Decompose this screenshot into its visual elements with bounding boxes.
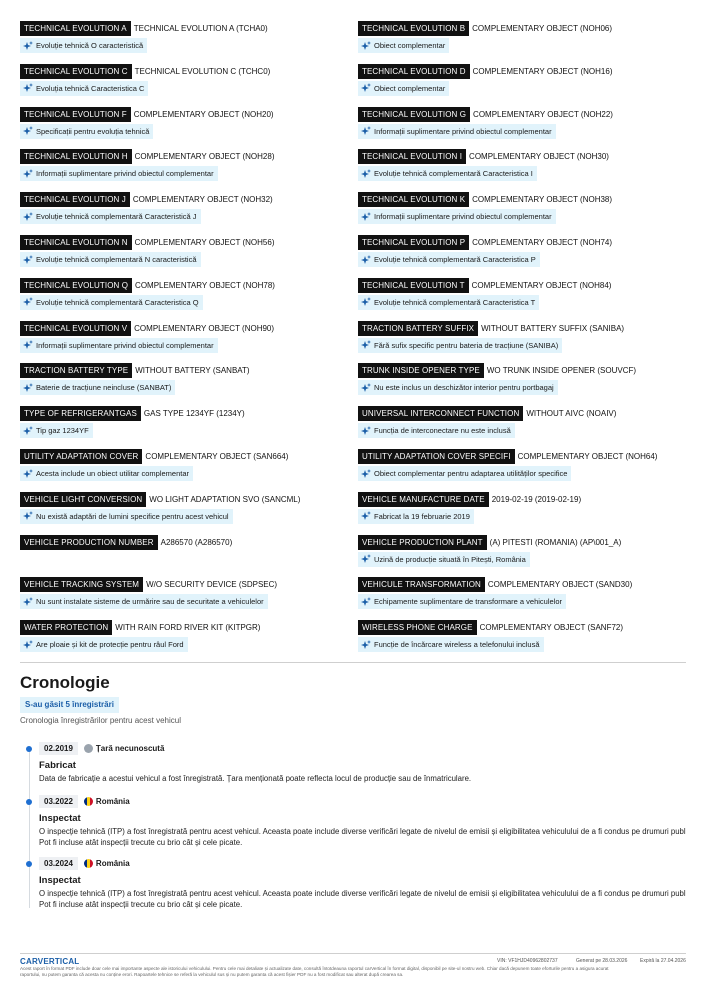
- equipment-value: COMPLEMENTARY OBJECT (NOH74): [472, 238, 613, 247]
- equipment-code-label: VEHICLE PRODUCTION PLANT: [358, 535, 487, 550]
- equipment-code-label: UNIVERSAL INTERCONNECT FUNCTION: [358, 406, 523, 421]
- equipment-description: [20, 380, 175, 395]
- sparkle-icon: [361, 554, 371, 564]
- equipment-code-label: TECHNICAL EVOLUTION G: [358, 107, 470, 122]
- timeline-dot: [26, 799, 32, 805]
- equipment-value: COMPLEMENTARY OBJECT (NOH22): [473, 109, 613, 119]
- event-title: Inspectat: [39, 875, 81, 886]
- equipment-description-text: Informații suplimentare privind obiectul complementar: [36, 340, 214, 350]
- equipment-code-label: VEHICLE MANUFACTURE DATE: [358, 492, 489, 507]
- equipment-code-label: WATER PROTECTION: [20, 620, 112, 635]
- equipment-value: TECHNICAL EVOLUTION A (TCHA0): [133, 24, 268, 33]
- event-country: România: [95, 859, 130, 868]
- equipment-item: [358, 406, 616, 446]
- sparkle-icon: [23, 255, 33, 265]
- equipment-item: [20, 107, 274, 147]
- equipment-description: [358, 509, 474, 524]
- equipment-description: [20, 209, 201, 224]
- equipment-code-label: TECHNICAL EVOLUTION N: [20, 235, 132, 250]
- equipment-value: A286570 (A286570): [160, 537, 233, 547]
- equipment-value: GAS TYPE 1234YF (1234Y): [143, 409, 245, 419]
- equipment-item: [358, 577, 632, 617]
- equipment-description-text: Echipamente suplimentare de transformare a vehiculelor: [374, 597, 563, 607]
- footer-generated: Generat pe 28.03.2026: [576, 958, 628, 964]
- equipment-item: [20, 235, 275, 275]
- equipment-code-label: TECHNICAL EVOLUTION I: [358, 149, 466, 164]
- sparkle-icon: [23, 426, 33, 436]
- equipment-value: WITHOUT BATTERY (SANBAT): [135, 366, 250, 376]
- sparkle-icon: [361, 426, 371, 436]
- equipment-description-text: Evoluție tehnică complementară Caracteristica P: [374, 255, 536, 264]
- event-description: O inspecție tehnică (ITP) a fost înregistrată pentru acest vehicul. Aceasta poate include diverse verificări legate de nivelul de emisii și eligibilitatea vehiculului de a fi condus pe drumuri publ Pot fi incluse atât inspecții trecute cu brio cât și cele picate.: [39, 889, 686, 909]
- equipment-value: COMPLEMENTARY OBJECT (NOH90): [134, 323, 275, 333]
- equipment-value: (A) PITESTI (ROMANIA) (AP\001_A): [489, 537, 622, 547]
- carvertical-logo: CARVERTICAL: [20, 957, 80, 966]
- equipment-value: COMPLEMENTARY OBJECT (NOH56): [134, 238, 275, 247]
- equipment-description: [20, 338, 218, 353]
- sparkle-icon: [361, 297, 371, 307]
- equipment-value: COMPLEMENTARY OBJECT (NOH64): [517, 452, 658, 461]
- equipment-description-text: Informații suplimentare privind obiectul complementar: [36, 169, 214, 179]
- equipment-code-label: WIRELESS PHONE CHARGE: [358, 620, 477, 635]
- equipment-value: WITHOUT BATTERY SUFFIX (SANIBA): [481, 323, 625, 333]
- event-date: 02.2019: [39, 742, 78, 755]
- equipment-code-label: TECHNICAL EVOLUTION C: [20, 64, 132, 79]
- equipment-description: [358, 552, 530, 567]
- equipment-code-label: TECHNICAL EVOLUTION B: [358, 21, 469, 36]
- equipment-code-label: TRACTION BATTERY TYPE: [20, 363, 132, 378]
- equipment-code-label: TECHNICAL EVOLUTION K: [358, 192, 469, 207]
- equipment-description: [358, 295, 539, 310]
- equipment-value: COMPLEMENTARY OBJECT (NOH78): [135, 280, 275, 290]
- equipment-description-text: Baterie de tracțiune neincluse (SANBAT): [36, 383, 172, 393]
- equipment-item: [358, 107, 613, 147]
- sparkle-icon: [23, 469, 33, 479]
- equipment-value: WO LIGHT ADAPTATION SVO (SANCML): [149, 494, 301, 504]
- sparkle-icon: [23, 297, 33, 307]
- equipment-description-text: Obiect complementar pentru adaptarea utilităților specifice: [374, 469, 568, 478]
- equipment-description: [20, 637, 188, 652]
- equipment-code-label: VEHICLE LIGHT CONVERSION: [20, 492, 146, 507]
- sparkle-icon: [23, 340, 33, 350]
- equipment-description-text: Evoluție tehnică complementară Caracteristica Q: [36, 297, 199, 307]
- equipment-value: COMPLEMENTARY OBJECT (SAND30): [487, 580, 633, 590]
- equipment-description-text: Are ploaie și kit de protecție pentru râul Ford: [36, 640, 184, 650]
- equipment-code-label: TECHNICAL EVOLUTION V: [20, 321, 131, 336]
- equipment-value: WITH RAIN FORD RIVER KIT (KITPGR): [115, 623, 261, 633]
- equipment-item: [20, 620, 260, 660]
- equipment-value: COMPLEMENTARY OBJECT (NOH38): [472, 195, 613, 205]
- event-description: O inspecție tehnică (ITP) a fost înregistrată pentru acest vehicul. Aceasta poate include diverse verificări legate de nivelul de emisii și eligibilitatea vehiculului de a fi condus pe drumuri publ Pot fi incluse atât inspecții trecute cu brio cât și cele picate.: [39, 827, 686, 847]
- sparkle-icon: [361, 511, 371, 521]
- equipment-value: COMPLEMENTARY OBJECT (SANF72): [479, 623, 624, 633]
- equipment-item: [358, 149, 609, 189]
- sparkle-icon: [23, 597, 33, 607]
- romania-flag-icon: [84, 797, 93, 806]
- equipment-description-text: Tip gaz 1234YF: [36, 426, 89, 436]
- sparkle-icon: [361, 340, 371, 350]
- equipment-code-label: VEHICULE TRANSFORMATION: [358, 577, 485, 592]
- equipment-description: [20, 252, 201, 267]
- sparkle-icon: [23, 383, 33, 393]
- footer-vin: VIN: VF1HJD40962802737: [497, 958, 558, 964]
- equipment-description-text: Evoluție tehnică complementară Caracteristica T: [374, 297, 536, 307]
- equipment-code-label: TECHNICAL EVOLUTION A: [20, 21, 131, 36]
- equipment-item: [358, 620, 623, 660]
- footer-divider: [20, 953, 686, 954]
- sparkle-icon: [361, 383, 371, 393]
- event-date: 03.2022: [39, 795, 78, 808]
- equipment-description-text: Evoluția tehnică Caracteristica C: [36, 83, 145, 93]
- equipment-value: COMPLEMENTARY OBJECT (NOH32): [132, 195, 273, 205]
- equipment-value: COMPLEMENTARY OBJECT (NOH16): [472, 66, 613, 76]
- equipment-description-text: Nu sunt instalate sisteme de urmărire sau de securitate a vehiculelor: [36, 597, 264, 607]
- equipment-value: TECHNICAL EVOLUTION C (TCHC0): [134, 66, 271, 76]
- equipment-description-text: Funcție de încărcare wireless a telefonului inclusă: [374, 640, 540, 650]
- equipment-item: [358, 21, 612, 61]
- equipment-description-text: Evoluție tehnică O caracteristică: [36, 41, 144, 50]
- equipment-item: [358, 449, 657, 489]
- equipment-description-text: Evoluție tehnică complementară N caracteristică: [36, 255, 197, 264]
- equipment-item: [20, 363, 250, 403]
- equipment-code-label: TECHNICAL EVOLUTION H: [20, 149, 132, 164]
- equipment-description: [358, 637, 544, 652]
- equipment-item: [20, 449, 288, 489]
- sparkle-icon: [361, 255, 371, 265]
- timeline-line: [29, 748, 30, 908]
- equipment-description-text: Evoluție tehnică complementară Caracteristica I: [374, 169, 533, 179]
- sparkle-icon: [23, 83, 33, 93]
- sparkle-icon: [361, 597, 371, 607]
- equipment-value: WO TRUNK INSIDE OPENER (SOUVCF): [486, 366, 637, 376]
- romania-flag-icon: [84, 859, 93, 868]
- equipment-description: [358, 124, 556, 139]
- sparkle-icon: [23, 169, 33, 179]
- footer-expires: Expiră la 27.04.2026: [640, 958, 686, 964]
- equipment-description: [358, 338, 562, 353]
- equipment-value: COMPLEMENTARY OBJECT (NOH84): [471, 280, 612, 290]
- equipment-item: [358, 321, 624, 361]
- event-country: România: [95, 797, 130, 806]
- equipment-item: [358, 64, 613, 104]
- equipment-item: [358, 492, 581, 532]
- equipment-description: [20, 466, 193, 481]
- equipment-code-label: TRACTION BATTERY SUFFIX: [358, 321, 478, 336]
- equipment-value: COMPLEMENTARY OBJECT (NOH20): [133, 109, 274, 119]
- equipment-value: W/O SECURITY DEVICE (SDPSEC): [146, 580, 278, 590]
- event-title: Fabricat: [39, 760, 76, 771]
- equipment-description: [358, 81, 449, 96]
- equipment-value: 2019-02-19 (2019-02-19): [491, 494, 582, 504]
- equipment-description-text: Fără sufix specific pentru bateria de tracțiune (SANIBA): [374, 340, 559, 350]
- equipment-description-text: Obiect complementar: [374, 83, 446, 93]
- equipment-description-text: Uzină de producție situată în Pitești, România: [374, 554, 526, 564]
- sparkle-icon: [361, 640, 371, 650]
- equipment-value: WITHOUT AIVC (NOAIV): [526, 409, 617, 419]
- equipment-description-text: Specificații pentru evoluția tehnică: [36, 126, 150, 136]
- equipment-description-text: Informații suplimentare privind obiectul complementar: [374, 126, 552, 136]
- timeline-dot: [26, 746, 32, 752]
- event-country: Țară necunoscută: [95, 744, 165, 753]
- equipment-value: COMPLEMENTARY OBJECT (NOH30): [469, 152, 609, 162]
- equipment-item: [20, 492, 300, 532]
- timeline-dot: [26, 861, 32, 867]
- equipment-description-text: Nu există adaptări de lumini specifice pentru acest vehicul: [36, 511, 229, 521]
- equipment-code-label: TECHNICAL EVOLUTION D: [358, 64, 470, 79]
- equipment-item: [20, 278, 275, 318]
- equipment-description: [20, 594, 268, 609]
- equipment-code-label: VEHICLE TRACKING SYSTEM: [20, 577, 143, 592]
- sparkle-icon: [23, 41, 33, 51]
- equipment-code-label: UTILITY ADAPTATION COVER: [20, 449, 142, 464]
- equipment-description: [358, 209, 556, 224]
- equipment-description: [20, 509, 233, 524]
- equipment-item: [20, 406, 245, 446]
- equipment-value: COMPLEMENTARY OBJECT (NOH06): [472, 24, 613, 33]
- sparkle-icon: [361, 469, 371, 479]
- equipment-code-label: TECHNICAL EVOLUTION P: [358, 235, 469, 250]
- equipment-description: [358, 166, 537, 181]
- sparkle-icon: [23, 212, 33, 222]
- equipment-description: [358, 380, 558, 395]
- equipment-code-label: TECHNICAL EVOLUTION Q: [20, 278, 132, 293]
- sparkle-icon: [23, 511, 33, 521]
- equipment-code-label: UTILITY ADAPTATION COVER SPECIFI: [358, 449, 515, 464]
- equipment-description: [20, 124, 153, 139]
- equipment-code-label: TECHNICAL EVOLUTION J: [20, 192, 130, 207]
- records-found-badge: S-au găsit 5 înregistrări: [20, 697, 119, 713]
- sparkle-icon: [361, 41, 371, 51]
- section-divider: [20, 662, 686, 663]
- equipment-item: [20, 577, 277, 617]
- equipment-description: [358, 423, 515, 438]
- sparkle-icon: [361, 169, 371, 179]
- equipment-item: [20, 321, 274, 361]
- equipment-description-text: Informații suplimentare privind obiectul complementar: [374, 212, 552, 222]
- equipment-item: [358, 192, 612, 232]
- equipment-description: [20, 81, 148, 96]
- footer-disclaimer-1: Acest raport în format PDF include doar cele mai importante aspecte ale istoricului vehiculului. Pentru cele mai detaliate și actualizate date, consultă întotdeauna raportul carVertical în format digital, disponibil pe site-ul nostru web. Chiar dacă depunem toate eforturile pentru a asigura acurat: [20, 966, 609, 971]
- equipment-item: [20, 149, 275, 189]
- timeline-title: Cronologie: [20, 673, 110, 692]
- sparkle-icon: [361, 83, 371, 93]
- event-title: Inspectat: [39, 813, 81, 824]
- equipment-description: [358, 466, 571, 481]
- event-date: 03.2024: [39, 857, 78, 870]
- sparkle-icon: [361, 212, 371, 222]
- equipment-code-label: TECHNICAL EVOLUTION F: [20, 107, 131, 122]
- equipment-item: [20, 64, 270, 104]
- globe-icon: [84, 744, 93, 753]
- event-description: Data de fabricație a acestui vehicul a fost înregistrată. Țara menționată poate reflecta locul de producție sau de înmatriculare.: [39, 774, 472, 783]
- equipment-description: [358, 252, 540, 267]
- equipment-description: [358, 38, 449, 53]
- equipment-item: [20, 21, 268, 61]
- footer-disclaimer-2: raportului, nu putem garanta că acesta nu conține erori. Rapoartele tehnice se referă la vehiculul sus și nu putem garanta că acest fișier PDF nu a fost modificat sau alterat după crearea sa.: [20, 972, 404, 977]
- equipment-description-text: Obiect complementar: [374, 41, 446, 50]
- equipment-description: [20, 166, 218, 181]
- equipment-code-label: TYPE OF REFRIGERANTGAS: [20, 406, 141, 421]
- equipment-description: [20, 423, 93, 438]
- equipment-description: [20, 38, 147, 53]
- equipment-description-text: Acesta include un obiect utilitar complementar: [36, 469, 189, 478]
- sparkle-icon: [23, 640, 33, 650]
- equipment-description-text: Nu este inclus un deschizător interior pentru portbagaj: [374, 383, 554, 393]
- equipment-code-label: TRUNK INSIDE OPENER TYPE: [358, 363, 484, 378]
- equipment-item: [20, 192, 273, 232]
- equipment-item: [358, 363, 636, 403]
- equipment-item: [358, 278, 611, 318]
- equipment-code-label: TECHNICAL EVOLUTION T: [358, 278, 469, 293]
- equipment-description: [20, 295, 203, 310]
- equipment-description: [358, 594, 566, 609]
- equipment-item: [358, 235, 612, 275]
- equipment-description-text: Evoluție tehnică complementară Caracteristică J: [36, 212, 197, 222]
- equipment-description-text: Fabricat la 19 februarie 2019: [374, 511, 470, 521]
- equipment-value: COMPLEMENTARY OBJECT (SAN664): [145, 452, 289, 461]
- equipment-code-label: VEHICLE PRODUCTION NUMBER: [20, 535, 158, 550]
- equipment-item: [20, 535, 232, 575]
- sparkle-icon: [361, 126, 371, 136]
- equipment-value: COMPLEMENTARY OBJECT (NOH28): [134, 152, 275, 162]
- equipment-item: [358, 535, 621, 575]
- sparkle-icon: [23, 126, 33, 136]
- timeline-subtitle: Cronologia înregistrărilor pentru acest vehicul: [20, 716, 181, 725]
- equipment-description-text: Funcția de interconectare nu este inclusă: [374, 426, 511, 436]
